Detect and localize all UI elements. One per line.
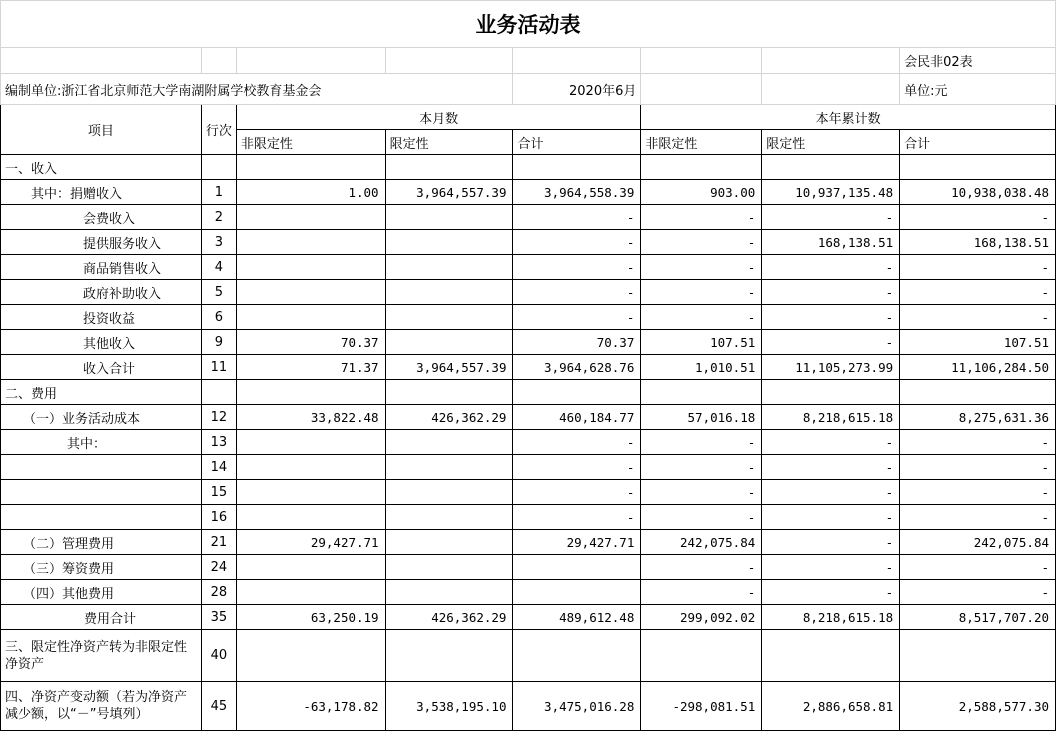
header-month: 本月数 <box>236 105 641 130</box>
cell-year-unrestricted: 242,075.84 <box>641 530 762 555</box>
cell-month-total: - <box>513 280 641 305</box>
header-year-unrestricted: 非限定性 <box>641 130 762 155</box>
header-month-total: 合计 <box>513 130 641 155</box>
cell-month-total: - <box>513 430 641 455</box>
row-label: （三）筹资费用 <box>1 555 202 580</box>
table-row <box>1 380 1056 405</box>
cell-year-restricted: - <box>762 480 900 505</box>
cell-month-restricted <box>385 555 513 580</box>
cell-year-unrestricted: - <box>641 230 762 255</box>
row-label: 投资收益 <box>1 305 202 330</box>
cell-year-total <box>900 155 1056 180</box>
cell-month-total: 3,964,628.76 <box>513 355 641 380</box>
cell-year-total: 8,275,631.36 <box>900 405 1056 430</box>
organization: 编制单位:浙江省北京师范大学南湖附属学校教育基金会 <box>1 74 513 105</box>
row-line: 40 <box>201 630 236 682</box>
cell-month-total: - <box>513 205 641 230</box>
table-row <box>1 530 1056 555</box>
cell-month-total: 3,475,016.28 <box>513 682 641 731</box>
cell-month-total: - <box>513 455 641 480</box>
cell-year-unrestricted: 299,092.02 <box>641 605 762 630</box>
header-line: 行次 <box>201 105 236 155</box>
header-year-restricted: 限定性 <box>762 130 900 155</box>
cell-year-unrestricted: - <box>641 555 762 580</box>
cell-month-restricted <box>385 305 513 330</box>
cell-month-unrestricted <box>236 305 385 330</box>
cell-year-total: - <box>900 430 1056 455</box>
row-line: 35 <box>201 605 236 630</box>
row-label: 费用合计 <box>1 605 202 630</box>
cell-month-unrestricted <box>236 430 385 455</box>
table-row <box>1 205 1056 230</box>
cell-month-restricted: 3,964,557.39 <box>385 180 513 205</box>
row-line: 28 <box>201 580 236 605</box>
row-line: 12 <box>201 405 236 430</box>
cell-year-unrestricted: 57,016.18 <box>641 405 762 430</box>
cell-month-unrestricted: 33,822.48 <box>236 405 385 430</box>
row-label <box>1 505 202 530</box>
cell-year-unrestricted <box>641 380 762 405</box>
cell-month-total: 29,427.71 <box>513 530 641 555</box>
cell-year-unrestricted: 903.00 <box>641 180 762 205</box>
table-row <box>1 555 1056 580</box>
cell-month-unrestricted <box>236 455 385 480</box>
row-label: 其中：捐赠收入 <box>1 180 202 205</box>
cell-month-restricted: 426,362.29 <box>385 405 513 430</box>
cell-month-unrestricted <box>236 255 385 280</box>
row-label: 其他收入 <box>1 330 202 355</box>
cell-year-unrestricted: - <box>641 255 762 280</box>
cell-month-restricted: 3,964,557.39 <box>385 355 513 380</box>
cell-year-total: - <box>900 280 1056 305</box>
cell-year-total: - <box>900 555 1056 580</box>
row-label: （二）管理费用 <box>1 530 202 555</box>
row-line: 21 <box>201 530 236 555</box>
cell-month-restricted <box>385 480 513 505</box>
cell-year-unrestricted: - <box>641 480 762 505</box>
table-row <box>1 155 1056 180</box>
cell-year-unrestricted: 107.51 <box>641 330 762 355</box>
cell-year-unrestricted: - <box>641 455 762 480</box>
cell-month-total: 489,612.48 <box>513 605 641 630</box>
table-row <box>1 480 1056 505</box>
cell-month-total <box>513 155 641 180</box>
cell-month-total: - <box>513 480 641 505</box>
cell-month-restricted <box>385 380 513 405</box>
cell-month-restricted <box>385 205 513 230</box>
table-row <box>1 280 1056 305</box>
row-line: 1 <box>201 180 236 205</box>
cell-year-restricted: - <box>762 255 900 280</box>
cell-year-unrestricted: - <box>641 505 762 530</box>
cell-month-unrestricted: 70.37 <box>236 330 385 355</box>
cell-year-restricted <box>762 380 900 405</box>
cell-year-restricted: - <box>762 580 900 605</box>
cell-year-total: 107.51 <box>900 330 1056 355</box>
row-line: 5 <box>201 280 236 305</box>
header-item: 项目 <box>1 105 202 155</box>
cell-month-total: - <box>513 255 641 280</box>
cell-month-restricted <box>385 430 513 455</box>
cell-month-total: 460,184.77 <box>513 405 641 430</box>
header-year-total: 合计 <box>900 130 1056 155</box>
cell-month-unrestricted <box>236 480 385 505</box>
cell-year-unrestricted <box>641 630 762 682</box>
row-label: 三、限定性净资产转为非限定性净资产 <box>1 630 202 682</box>
cell-month-unrestricted: -63,178.82 <box>236 682 385 731</box>
row-line: 15 <box>201 480 236 505</box>
cell-year-total: 168,138.51 <box>900 230 1056 255</box>
row-line: 13 <box>201 430 236 455</box>
cell-year-total: 11,106,284.50 <box>900 355 1056 380</box>
row-line: 9 <box>201 330 236 355</box>
cell-month-restricted <box>385 530 513 555</box>
cell-year-restricted <box>762 630 900 682</box>
cell-month-unrestricted <box>236 505 385 530</box>
row-label: 会费收入 <box>1 205 202 230</box>
cell-year-unrestricted: - <box>641 580 762 605</box>
cell-year-total: 2,588,577.30 <box>900 682 1056 731</box>
cell-year-total: - <box>900 505 1056 530</box>
table-row <box>1 405 1056 430</box>
cell-month-unrestricted: 71.37 <box>236 355 385 380</box>
cell-year-unrestricted: - <box>641 280 762 305</box>
cell-month-unrestricted: 29,427.71 <box>236 530 385 555</box>
cell-year-total: 242,075.84 <box>900 530 1056 555</box>
table-row <box>1 505 1056 530</box>
cell-month-total: 70.37 <box>513 330 641 355</box>
cell-year-restricted: 10,937,135.48 <box>762 180 900 205</box>
cell-month-restricted <box>385 580 513 605</box>
table-row <box>1 605 1056 630</box>
cell-year-total: - <box>900 580 1056 605</box>
cell-month-restricted <box>385 505 513 530</box>
cell-year-restricted: - <box>762 280 900 305</box>
table-row <box>1 355 1056 380</box>
cell-month-restricted <box>385 230 513 255</box>
cell-year-restricted <box>762 155 900 180</box>
row-label: 政府补助收入 <box>1 280 202 305</box>
table-row <box>1 330 1056 355</box>
cell-month-total <box>513 380 641 405</box>
page-title: 业务活动表 <box>1 1 1056 48</box>
cell-year-restricted: - <box>762 555 900 580</box>
table-row <box>1 682 1056 731</box>
cell-year-restricted: - <box>762 505 900 530</box>
cell-year-total: - <box>900 305 1056 330</box>
row-line: 45 <box>201 682 236 731</box>
row-line: 24 <box>201 555 236 580</box>
row-line: 6 <box>201 305 236 330</box>
cell-month-unrestricted <box>236 155 385 180</box>
cell-year-restricted: - <box>762 430 900 455</box>
cell-year-total: - <box>900 255 1056 280</box>
cell-month-unrestricted <box>236 380 385 405</box>
row-label: 其中： <box>1 430 202 455</box>
row-line: 4 <box>201 255 236 280</box>
row-label: 收入合计 <box>1 355 202 380</box>
cell-year-total: - <box>900 480 1056 505</box>
cell-year-restricted: - <box>762 455 900 480</box>
cell-month-total <box>513 630 641 682</box>
row-line: 14 <box>201 455 236 480</box>
form-code: 会民非02表 <box>900 48 1056 74</box>
cell-year-restricted: - <box>762 205 900 230</box>
cell-year-restricted: 8,218,615.18 <box>762 405 900 430</box>
cell-year-unrestricted: 1,010.51 <box>641 355 762 380</box>
cell-month-restricted <box>385 280 513 305</box>
cell-month-total <box>513 580 641 605</box>
row-label: 提供服务收入 <box>1 230 202 255</box>
row-label: 一、收入 <box>1 155 202 180</box>
row-line: 2 <box>201 205 236 230</box>
cell-year-total: 8,517,707.20 <box>900 605 1056 630</box>
table-row <box>1 580 1056 605</box>
cell-month-unrestricted <box>236 205 385 230</box>
cell-month-restricted: 426,362.29 <box>385 605 513 630</box>
cell-month-total: - <box>513 305 641 330</box>
cell-month-unrestricted <box>236 555 385 580</box>
table-row <box>1 455 1056 480</box>
cell-year-unrestricted: - <box>641 205 762 230</box>
cell-year-restricted: - <box>762 305 900 330</box>
cell-month-restricted <box>385 630 513 682</box>
header-month-unrestricted: 非限定性 <box>236 130 385 155</box>
cell-month-restricted <box>385 330 513 355</box>
table-row <box>1 430 1056 455</box>
row-line: 16 <box>201 505 236 530</box>
cell-year-restricted: 168,138.51 <box>762 230 900 255</box>
cell-year-unrestricted: - <box>641 430 762 455</box>
cell-month-unrestricted <box>236 280 385 305</box>
cell-month-restricted <box>385 155 513 180</box>
row-label: 商品销售收入 <box>1 255 202 280</box>
cell-month-restricted <box>385 455 513 480</box>
cell-month-unrestricted: 1.00 <box>236 180 385 205</box>
cell-month-unrestricted: 63,250.19 <box>236 605 385 630</box>
cell-year-restricted: 8,218,615.18 <box>762 605 900 630</box>
cell-month-restricted <box>385 255 513 280</box>
row-line <box>201 380 236 405</box>
period: 2020年6月 <box>513 74 641 105</box>
cell-year-unrestricted: -298,081.51 <box>641 682 762 731</box>
cell-year-restricted: 11,105,273.99 <box>762 355 900 380</box>
cell-year-unrestricted: - <box>641 305 762 330</box>
cell-year-total <box>900 630 1056 682</box>
table-row <box>1 230 1056 255</box>
cell-month-total: 3,964,558.39 <box>513 180 641 205</box>
cell-year-total <box>900 380 1056 405</box>
unit-label: 单位:元 <box>900 74 1056 105</box>
cell-month-total <box>513 555 641 580</box>
cell-month-total: - <box>513 230 641 255</box>
cell-year-total: 10,938,038.48 <box>900 180 1056 205</box>
cell-month-unrestricted <box>236 580 385 605</box>
cell-month-total: - <box>513 505 641 530</box>
cell-month-unrestricted <box>236 630 385 682</box>
table-row <box>1 180 1056 205</box>
cell-year-restricted: - <box>762 330 900 355</box>
row-label <box>1 480 202 505</box>
cell-month-restricted: 3,538,195.10 <box>385 682 513 731</box>
cell-year-total: - <box>900 455 1056 480</box>
row-line: 11 <box>201 355 236 380</box>
table-row <box>1 255 1056 280</box>
row-line <box>201 155 236 180</box>
table-row <box>1 630 1056 682</box>
row-line: 3 <box>201 230 236 255</box>
header-month-restricted: 限定性 <box>385 130 513 155</box>
cell-year-total: - <box>900 205 1056 230</box>
cell-year-unrestricted <box>641 155 762 180</box>
row-label: 四、净资产变动额（若为净资产减少额，以“－”号填列） <box>1 682 202 731</box>
row-label: 二、费用 <box>1 380 202 405</box>
row-label <box>1 455 202 480</box>
cell-month-unrestricted <box>236 230 385 255</box>
row-label: （一）业务活动成本 <box>1 405 202 430</box>
cell-year-restricted: 2,886,658.81 <box>762 682 900 731</box>
cell-year-restricted: - <box>762 530 900 555</box>
table-row <box>1 305 1056 330</box>
row-label: （四）其他费用 <box>1 580 202 605</box>
header-year: 本年累计数 <box>641 105 1056 130</box>
